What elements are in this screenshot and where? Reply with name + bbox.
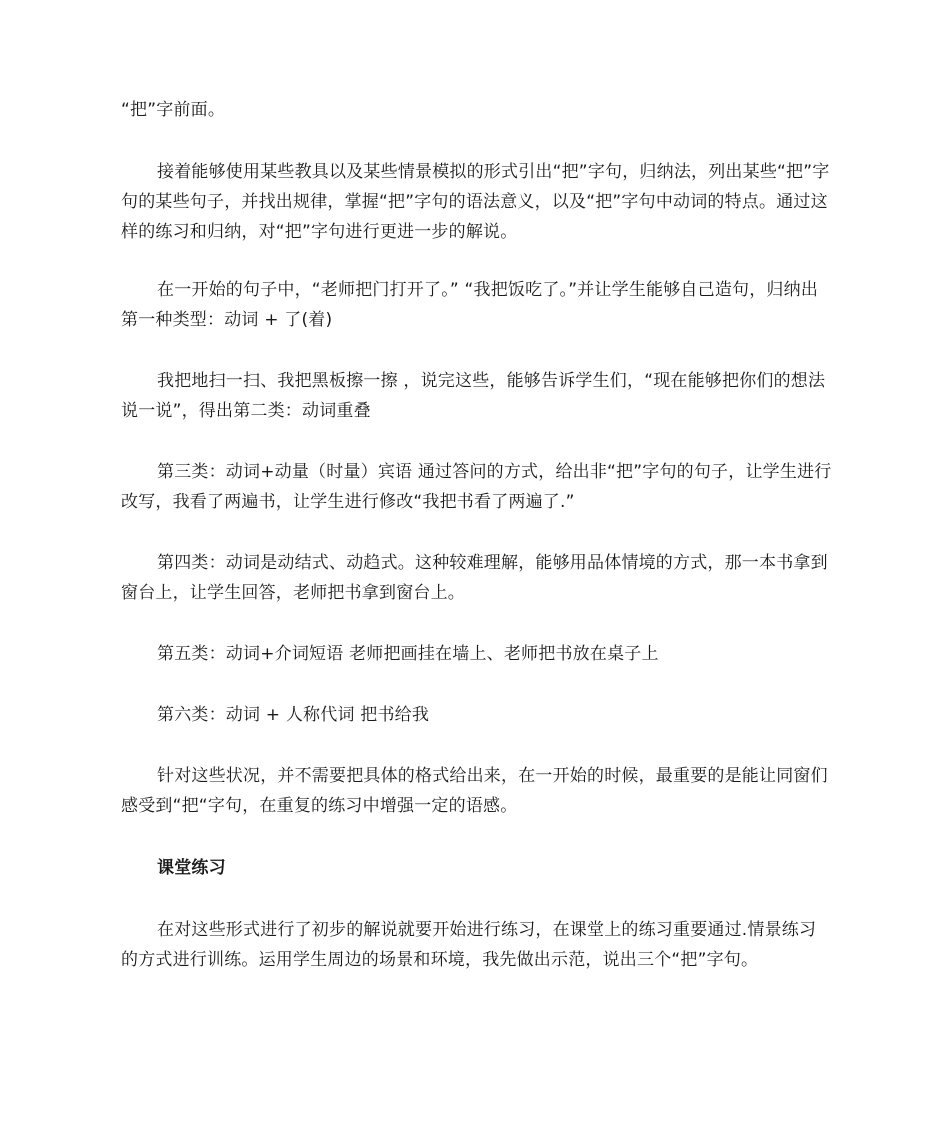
- paragraph-type-one: 在一开始的句子中，“老师把门打开了。” “我把饭吃了。”并让学生能够自己造句，归纳出第一种类型：动词 + 了(着): [121, 280, 819, 330]
- paragraph-summary: 针对这些状况，并不需要把具体的格式给出来，在一开始的时候，最重要的是能让同窗们感受到“把“字句，在重复的练习中增强一定的语感。: [121, 766, 828, 816]
- paragraph-continuation: “把”字前面。: [121, 100, 226, 120]
- paragraph-practice: 在对这些形式进行了初步的解说就要开始进行练习，在课堂上的练习重要通过.情景练习的方式进行训练。运用学生周边的场景和环境，我先做出示范，说出三个“把”字句。: [121, 920, 817, 970]
- section-heading-classroom-practice: 课堂练习: [157, 858, 226, 878]
- paragraph-introduction-method: 接着能够使用某些教具以及某些情景模拟的形式引出“把”字句，归纳法，列出某些“把”字句的某些句子，并找出规律，掌握“把”字句的语法意义，以及“把”字句中动词的特点。通过这样的练习和归纳，对“把”字句进行更进一步的解说。: [121, 162, 830, 242]
- paragraph-type-six: 第六类：动词 + 人称代词 把书给我: [157, 705, 430, 725]
- paragraph-type-two: 我把地扫一扫、我把黑板擦一擦 ，说完这些，能够告诉学生们，“现在能够把你们的想法说一说”，得出第二类：动词重叠: [121, 371, 826, 421]
- paragraph-type-three: 第三类：动词+动量（时量）宾语 通过答问的方式，给出非“把”字句的句子，让学生进行改写，我看了两遍书，让学生进行修改“我把书看了两遍了.”: [121, 462, 832, 512]
- paragraph-type-five: 第五类：动词+介词短语 老师把画挂在墙上、老师把书放在桌子上: [157, 644, 659, 664]
- paragraph-type-four: 第四类：动词是动结式、动趋式。这种较难理解，能够用品体情境的方式，那一本书拿到窗台上，让学生回答，老师把书拿到窗台上。: [121, 553, 828, 603]
